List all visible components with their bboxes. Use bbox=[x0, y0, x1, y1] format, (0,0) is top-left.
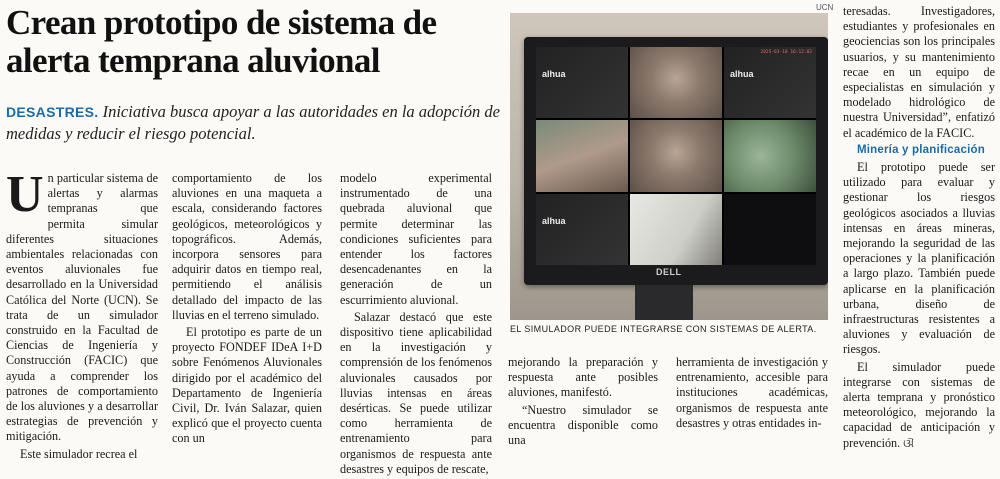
paragraph-text: El simulador puede integrarse con sistemas de alerta temprana y pronóstico meteorológico, mejorando la capacidad de anticipación y prevención. bbox=[843, 359, 995, 450]
paragraph: teresadas. Investigadores, estudiantes y profesionales en geociencias son los principales usuarios, y su mantenimiento recae en un equipo de especialistas en simulación y modelado hidrológico de nuestra Universidad”, enfatizó el académico de la FACIC. bbox=[843, 4, 995, 140]
photo bbox=[510, 13, 828, 320]
photo-credit: UCN bbox=[816, 3, 834, 12]
dropcap: U bbox=[6, 166, 44, 223]
paragraph bbox=[6, 166, 158, 445]
deck-text: Iniciativa busca apoyar a las autoridades en la adopción de medidas y reducir el riesgo potencial. bbox=[6, 102, 500, 143]
column-2 bbox=[172, 171, 322, 449]
column-5 bbox=[676, 355, 828, 433]
camera-tile bbox=[536, 194, 628, 265]
section-subhead: Minería y planificación bbox=[857, 143, 985, 156]
end-mark-icon: ଔ bbox=[903, 436, 914, 450]
monitor-stand bbox=[635, 285, 693, 320]
paragraph: comportamiento de los aluviones en una maqueta a escala, considerando factores geológicos, meteorológicos y topográficos. Además, incorpora sensores para adquirir datos en tiempo real, permitiendo el análisis detallado del impacto de las lluvias en el terreno simulado. bbox=[172, 171, 322, 322]
camera-tile bbox=[724, 47, 816, 118]
paragraph: herramienta de investigación y entrenamiento, accesible para instituciones académicas, organismos de respuesta ante desastres y otras entidades in- bbox=[676, 355, 828, 430]
camera-tile bbox=[630, 120, 722, 191]
screen-brand-logo: alhua bbox=[730, 69, 754, 79]
column-6 bbox=[843, 4, 995, 453]
paragraph: Este simulador recrea el bbox=[20, 446, 138, 461]
column-1 bbox=[6, 166, 158, 464]
photo-caption: EL SIMULADOR PUEDE INTEGRARSE CON SISTEMAS DE ALERTA. bbox=[510, 324, 817, 334]
paragraph: Salazar destacó que este dispositivo tiene aplicabilidad en la investigación y comprensión de los fenómenos aluvionales causados por lluvias intensas en áreas desérticas. Se puede utilizar como herramienta de entrenamiento para organismos de respuesta ante desastres y equipos de rescate, bbox=[340, 309, 492, 476]
camera-tile bbox=[536, 47, 628, 118]
monitor-screen bbox=[536, 47, 816, 265]
camera-timestamp: 2025-03-18 16:12:02 bbox=[760, 50, 812, 55]
column-3 bbox=[340, 171, 492, 479]
paragraph: “Nuestro simulador se encuentra disponible como una bbox=[508, 402, 658, 448]
headline: Crean prototipo de sistema de alerta temprana aluvional bbox=[6, 3, 437, 80]
screen-brand-logo: alhua bbox=[542, 69, 566, 79]
paragraph: modelo experimental instrumentado de una quebrada aluvional que permite determinar las condiciones suficientes para entender los factores desencadenantes en la generación de un escurrimiento aluvional. bbox=[340, 171, 492, 307]
paragraph: El prototipo puede ser utilizado para evaluar y gestionar los riesgos geológicos asociados a lluvias intensas en áreas mineras, mejorando la seguridad de las operaciones y la planificación a largo plazo. También puede aplicarse en la planificación urbana, diseño de infraestructuras resistentes a aluviones y evaluación de riesgos. bbox=[843, 160, 995, 357]
paragraph: mejorando la preparación y respuesta ante posibles aluviones, manifestó. bbox=[508, 355, 658, 400]
screen-brand-logo: alhua bbox=[542, 215, 566, 226]
sensor-data-tile bbox=[724, 194, 816, 265]
kicker: DESASTRES. bbox=[6, 104, 99, 120]
paragraph: El prototipo es parte de un proyecto FONDEF IDeA I+D sobre Fenómenos Aluvionales dirigido por el académico del Departamento de Ingeniería Civil, Dr. Iván Salazar, quien explicó que el proyecto cuenta con un bbox=[172, 325, 322, 446]
monitor-brand-logo: DELL bbox=[656, 267, 682, 277]
paragraph-text: n particular sistema de alertas y alarmas tempranas que permita simular diferentes situaciones ambientales relacionadas con eventos aluvionales fue desarrollado en la Universidad Católica del Norte (UCN). Se trata de un simulador construido en la Facultad de Ciencias de Ingeniería y Construcción (FACIC) que ayuda a comprender los patrones de comportamiento de los aluviones y a desarrollar estrategias de prevención y mitigación. bbox=[6, 171, 158, 444]
camera-tile bbox=[724, 120, 816, 191]
camera-tile bbox=[630, 194, 722, 265]
column-4 bbox=[508, 355, 658, 450]
camera-tile bbox=[536, 120, 628, 191]
paragraph bbox=[843, 360, 995, 451]
deck bbox=[6, 101, 506, 144]
monitor bbox=[524, 37, 828, 285]
camera-tile bbox=[630, 47, 722, 118]
